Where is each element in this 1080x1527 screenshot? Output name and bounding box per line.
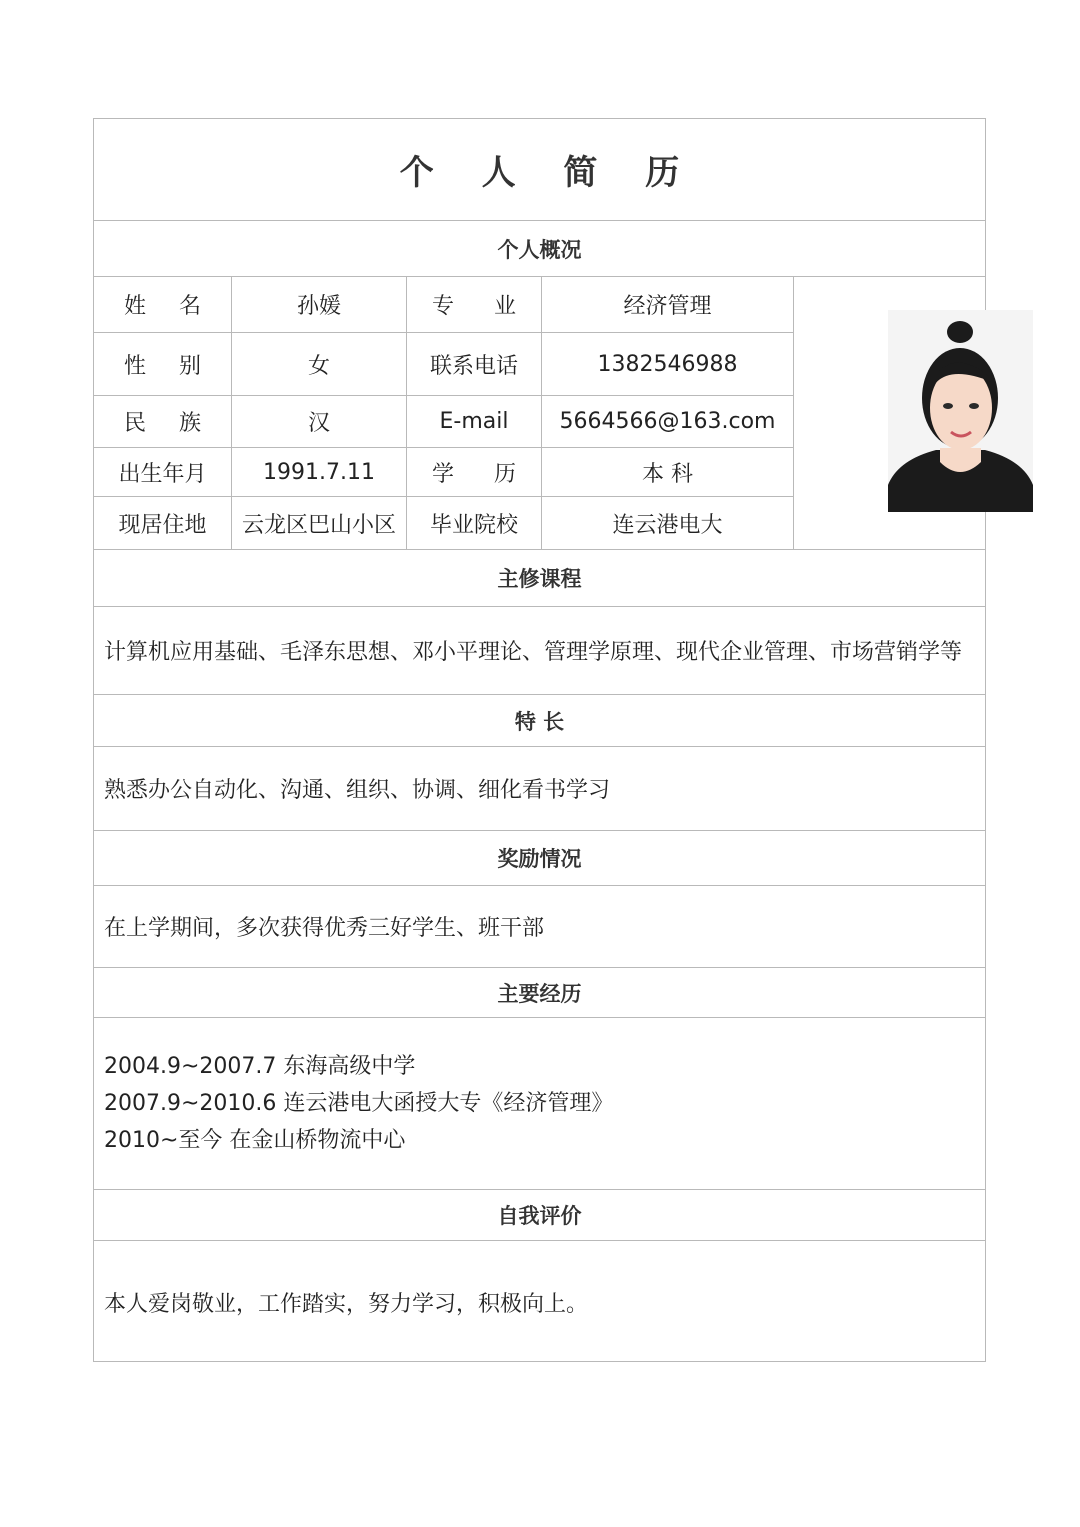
section-courses: 主修课程 <box>497 567 582 591</box>
major-label <box>407 277 541 332</box>
education-label-a: 学 <box>432 461 455 487</box>
ethnicity-value: 汉 <box>307 411 330 436</box>
section-self-eval: 自我评价 <box>497 1204 582 1228</box>
section-skills: 特 长 <box>514 709 565 734</box>
experience-item: 2010~至今 在金山桥物流中心 <box>104 1128 406 1153</box>
ethnicity-label-a: 民 <box>124 411 147 436</box>
birth-label: 出生年月 <box>118 461 207 487</box>
ethnicity-label-b: 族 <box>178 411 201 436</box>
rule <box>793 276 794 549</box>
gender-label-a: 性 <box>124 353 147 379</box>
major-label-b: 业 <box>493 294 516 319</box>
school-value: 连云港电大 <box>612 512 723 538</box>
gender-label-b: 别 <box>178 353 201 379</box>
gender-value: 女 <box>307 353 330 379</box>
education-label <box>407 448 541 496</box>
birth-value: 1991.7.11 <box>263 459 375 485</box>
courses-text: 计算机应用基础、毛泽东思想、邓小平理论、管理学原理、现代企业管理、市场营销学等 <box>104 640 963 665</box>
experience-item: 2007.9~2010.6 连云港电大函授大专《经济管理》 <box>104 1091 614 1116</box>
awards-text: 在上学期间，多次获得优秀三好学生、班干部 <box>104 916 545 941</box>
phone-label: 联系电话 <box>429 353 518 379</box>
experience-item: 2004.9~2007.7 东海高级中学 <box>104 1054 416 1079</box>
email-label: E-mail <box>439 409 509 434</box>
experience-list <box>104 1048 613 1159</box>
section-experience: 主要经历 <box>497 981 582 1006</box>
email-value: 5664566@163.com <box>559 409 776 434</box>
portrait-eye-left <box>943 403 953 409</box>
name-label-b: 名 <box>178 294 201 319</box>
ethnicity-label <box>94 396 231 447</box>
portrait-illustration <box>888 310 1033 512</box>
skills-text: 熟悉办公自动化、沟通、组织、协调、细化看书学习 <box>104 778 611 803</box>
resume-table <box>93 118 986 1362</box>
address-label: 现居住地 <box>118 512 207 538</box>
resume-title: 个 人 简 历 <box>399 153 698 193</box>
major-label-a: 专 <box>432 294 455 319</box>
gender-label <box>94 333 231 395</box>
section-awards: 奖励情况 <box>497 847 582 871</box>
portrait-hair-bun <box>947 321 973 343</box>
name-value: 孙媛 <box>296 294 341 319</box>
rule <box>94 1017 985 1018</box>
name-label-a: 姓 <box>124 294 147 319</box>
education-value: 本 科 <box>642 461 693 487</box>
major-value: 经济管理 <box>623 294 712 319</box>
portrait-eye-right <box>969 403 979 409</box>
profile-photo <box>888 310 1033 512</box>
education-label-b: 历 <box>493 461 516 487</box>
phone-value: 1382546988 <box>597 351 738 377</box>
section-overview: 个人概况 <box>497 237 582 262</box>
address-value: 云龙区巴山小区 <box>241 512 396 538</box>
name-label <box>94 277 231 332</box>
school-label: 毕业院校 <box>429 512 518 538</box>
self-eval-text: 本人爱岗敬业，工作踏实，努力学习，积极向上。 <box>104 1291 589 1317</box>
